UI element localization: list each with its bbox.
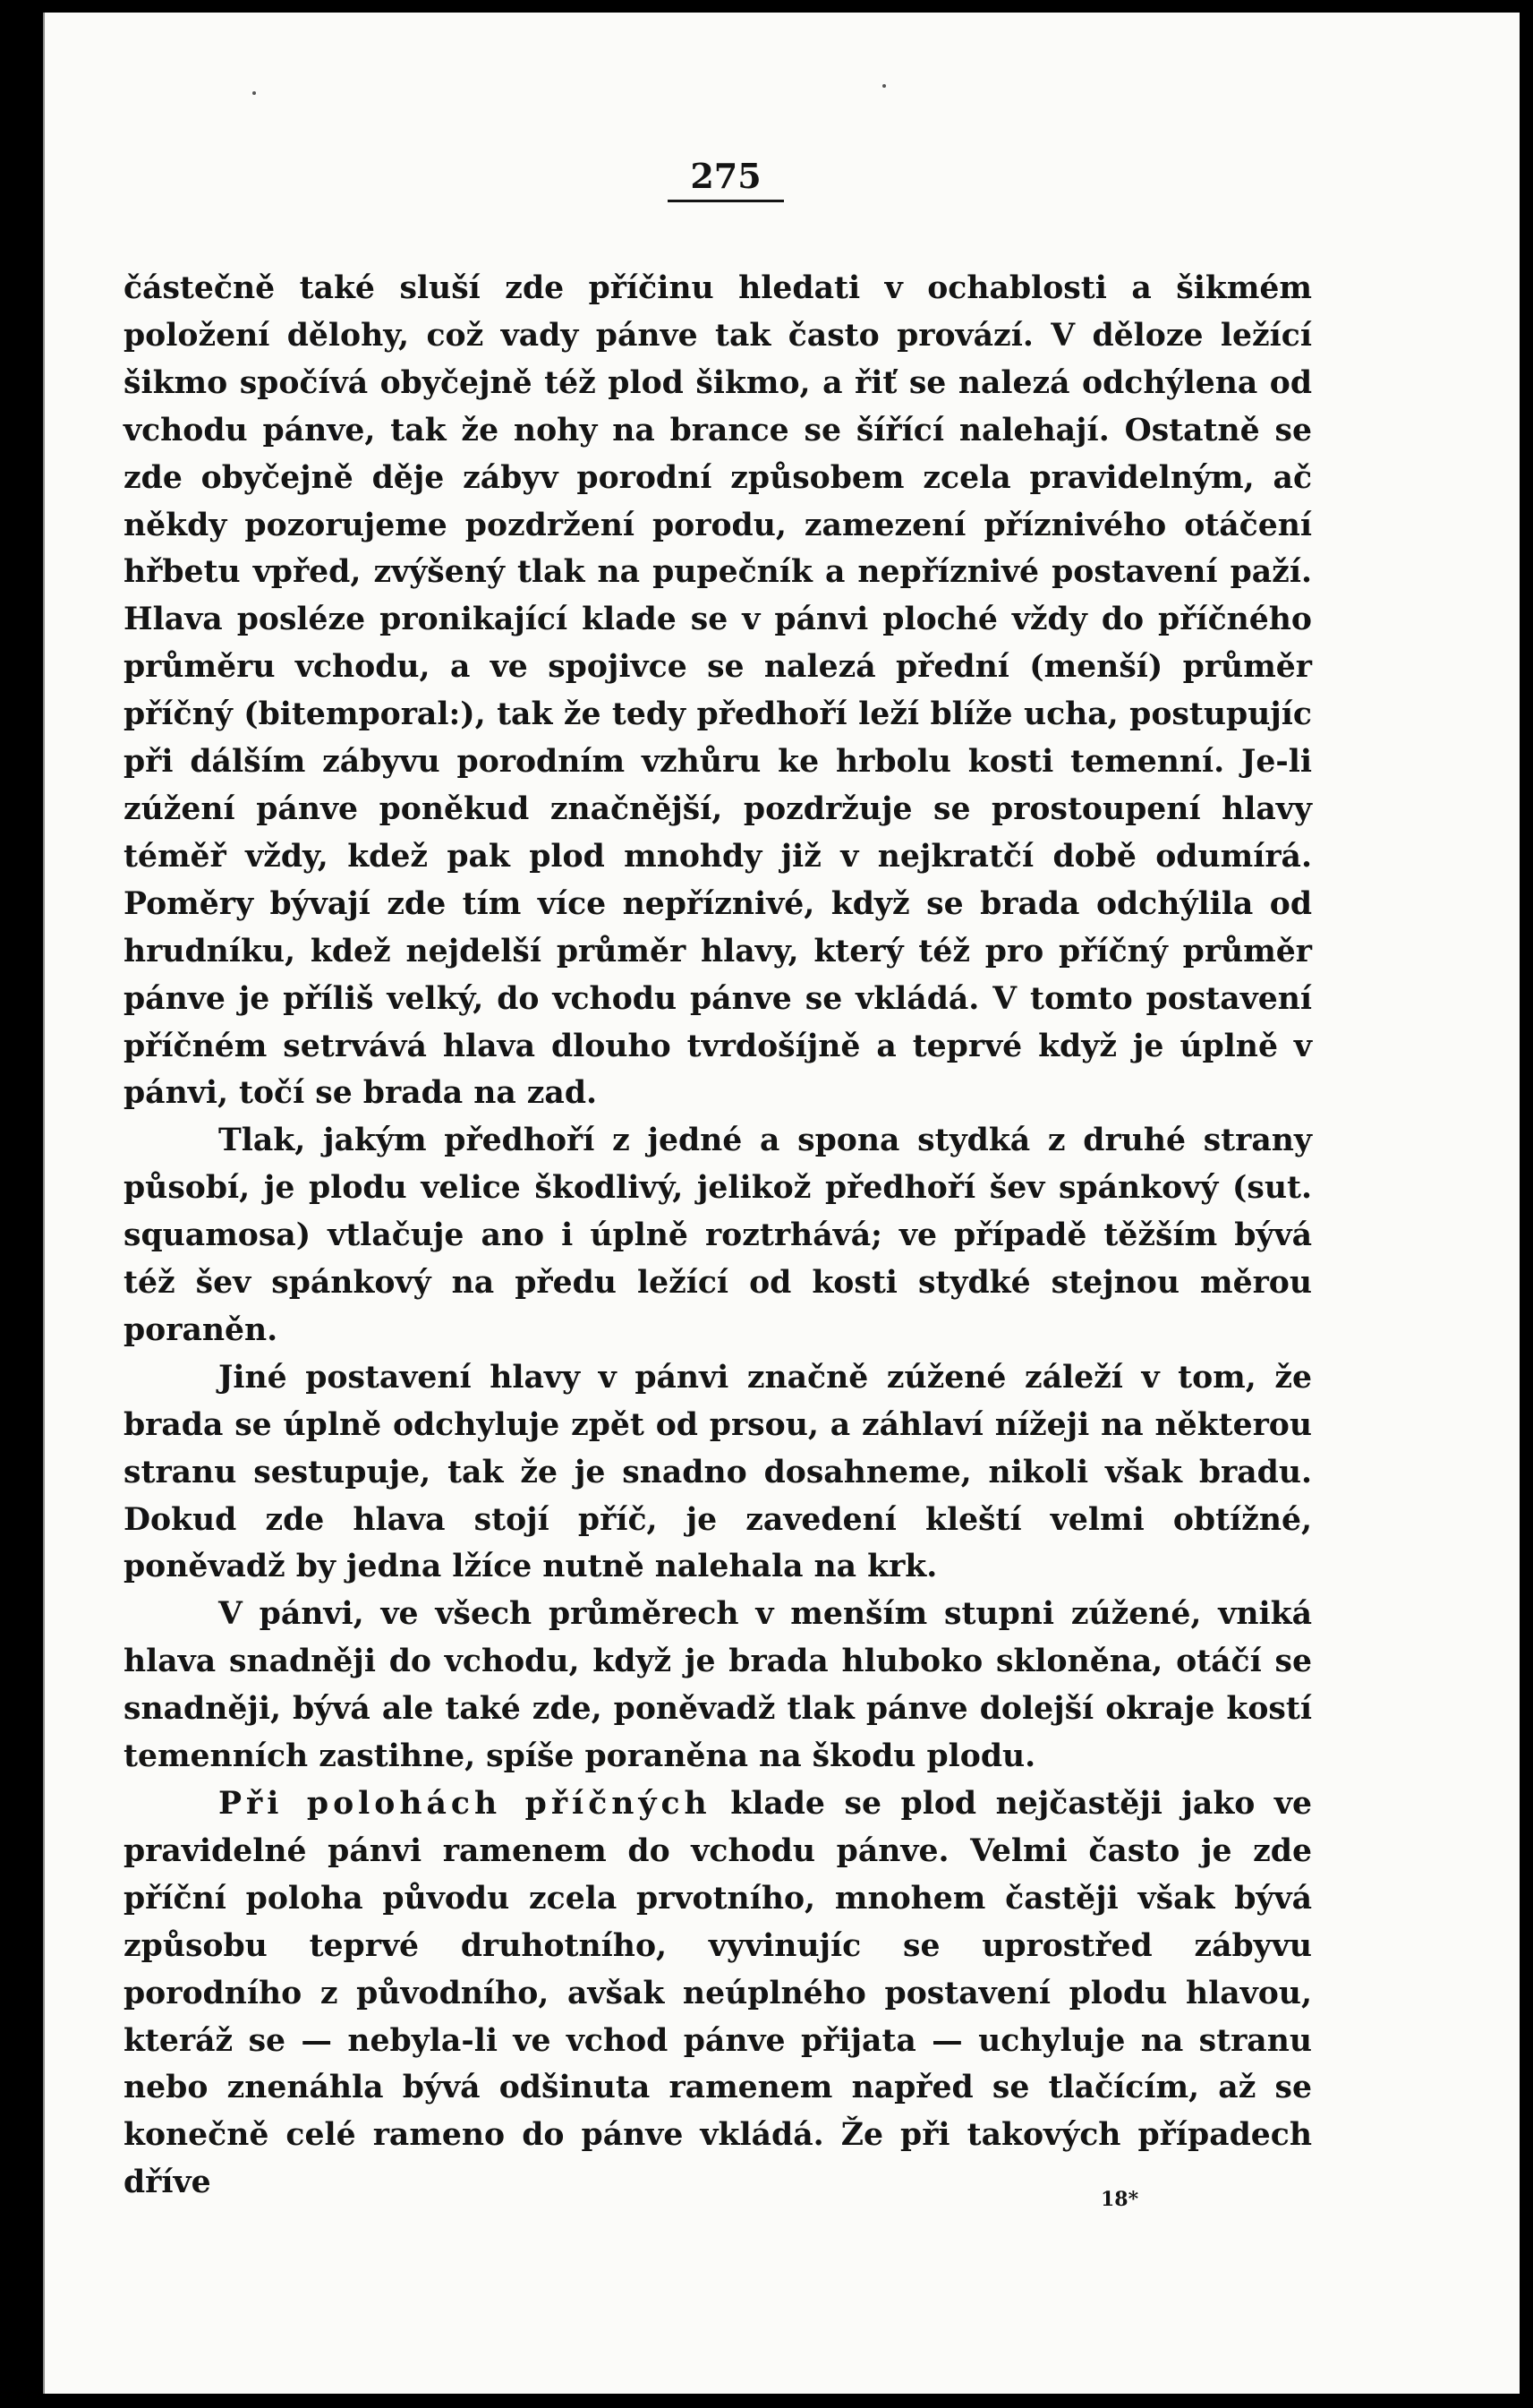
paragraph-2: Tlak, jakým předhoří z jedné a spona stydká z druhé strany působí, je plodu velice škodlivý, jelikož předhoří šev spánkový (sut. squamosa) vtlačuje ano i úplně roztrhává; ve případě těžším bývá též šev spánkový na předu ležící od kosti stydké stejnou měrou poraněn. [123,1123,1312,1348]
book-page [43,13,1520,2394]
paper-fleck [882,84,886,88]
spaced-heading-phrase: Při polohách příčných [218,1786,711,1822]
signature-mark: 18* [1101,2188,1139,2211]
paper-fleck [252,91,256,95]
paragraph-5-text: klade se plod nejčastěji jako ve pravidelné pánvi ramenem do vchodu pánve. Velmi často je zde příční poloha původu zcela prvotního, mnohem častěji však bývá způsobu teprvé druhotního, vyvinujíc se uprostřed zábyvu porodního z původního, avšak neúplného postavení plodu hlavou, kteráž se — nebyla-li ve vchod pánve přijata — uchyluje na stranu nebo znenáhla bývá odšinuta ramenem napřed se tlačícím, až se konečně celé rameno do pánve vkládá. Že při takových případech dříve [123,1786,1313,2201]
page-number: 275 [668,156,784,202]
paragraph-5 [123,1780,1312,2207]
paragraph-4: V pánvi, ve všech průměrech v menším stupni zúžené, vniká hlava snadněji do vchodu, když je brada hluboko skloněna, otáčí se snadněji, bývá ale také zde, poněvadž tlak pánve dolejší okraje kostí temenních zastihne, spíše poraněna na škodu plodu. [123,1596,1312,1775]
body-text [123,265,1312,2207]
paragraph-1: částečně také sluší zde příčinu hledati v ochablosti a šikmém položení dělohy, což vady pánve tak často provází. V děloze ležící šikmo spočívá obyčejně též plod šikmo, a řiť se nalezá odchýlena od vchodu pánve, tak že nohy na brance se šířící nalehají. Ostatně se zde obyčejně děje zábyv porodní způsobem zcela pravidelným, ač někdy pozorujeme pozdržení porodu, zamezení příznivého otáčení hřbetu vpřed, zvýšený tlak na pupečník a nepříznivé postavení paží. Hlava posléze pronikající klade se v pánvi ploché vždy do příčného průměru vchodu, a ve spojivce se nalezá přední (menší) průměr příčný (bitemporal:), tak že tedy předhoří leží blíže ucha, postupujíc při dálším zábyvu porodním vzhůru ke hrbolu kosti temenní. Je-li zúžení pánve poněkud značnější, pozdržuje se prostoupení hlavy téměř vždy, kdež pak plod mnohdy již v nejkratčí době odumírá. Poměry bývají zde tím více nepříznivé, když se brada odchýlila od hrudníku, kdež nejdelší průměr hlavy, který též pro příčný průměr pánve je příliš velký, do vchodu pánve se vkládá. V tomto postavení příčném setrvává hlava dlouho tvrdošíjně a teprvé když je úplně v pánvi, točí se brada na zad. [123,270,1312,1112]
paragraph-3: Jiné postavení hlavy v pánvi značně zúžené záleží v tom, že brada se úplně odchyluje zpět od prsou, a záhlaví nížeji na některou stranu sestupuje, tak že je snadno dosahneme, nikoli však bradu. Dokud zde hlava stojí příč, je zavedení kleští velmi obtížné, poněvadž by jedna lžíce nutně nalehala na krk. [123,1359,1312,1585]
